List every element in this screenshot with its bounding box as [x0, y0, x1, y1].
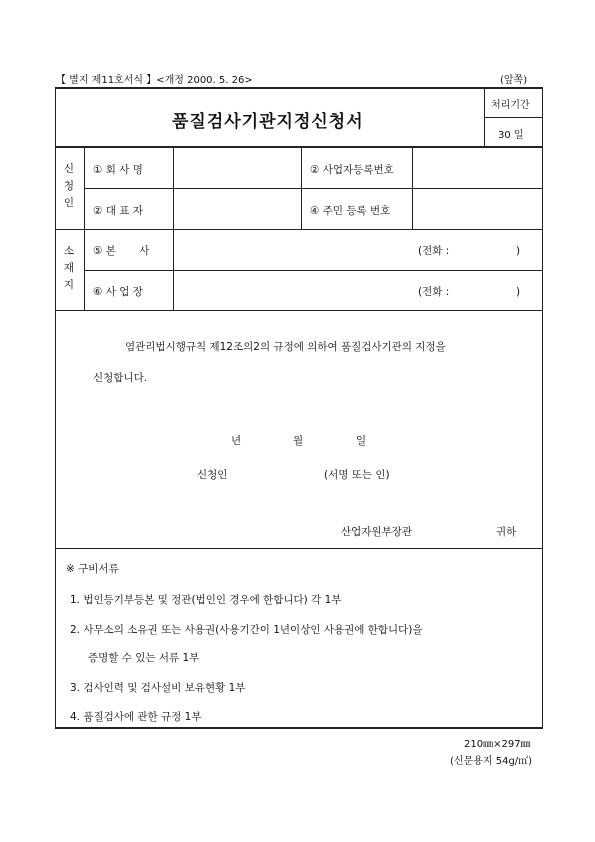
date-year-label: 년 [231, 435, 242, 447]
location-section-label: 소 재 지 [63, 245, 75, 291]
workplace-address-field[interactable] [174, 271, 412, 309]
application-statement-end: 신청합니다. [93, 372, 148, 384]
application-statement: 염관리법시행규칙 제12조의2의 규정에 의하여 품질검사기관의 지정을 [125, 341, 446, 353]
resident-registration-field[interactable] [413, 189, 541, 229]
document-item: 3. 검사인력 및 검사설비 보유현황 1부 [70, 682, 246, 694]
company-name-field[interactable] [174, 148, 300, 188]
workplace-phone: (전화 : ) [418, 286, 521, 298]
company-name-label: ① 회 사 명 [93, 164, 143, 176]
business-registration-field[interactable] [413, 148, 541, 188]
head-office-phone: (전화 : ) [418, 245, 521, 257]
document-item: 4. 품질검사에 관한 규정 1부 [70, 711, 202, 723]
recipient-label: 산업자원부장관 [341, 526, 413, 538]
resident-registration-label: ④ 주민 등록 번호 [310, 205, 391, 217]
date-day-label: 일 [356, 435, 367, 447]
representative-label: ② 대 표 자 [93, 205, 143, 217]
business-registration-label: ② 사업자등록번호 [310, 164, 394, 176]
document-item: 증명할 수 있는 서류 1부 [88, 652, 200, 664]
processing-period-label: 처리기간 [491, 100, 530, 111]
signature-note: (서명 또는 인) [324, 469, 390, 481]
processing-period-value: 30 일 [498, 130, 524, 141]
paper-size: 210㎜×297㎜ [464, 739, 531, 750]
applicant-section-label: 신 청 인 [63, 163, 75, 209]
head-office-address-field[interactable] [174, 231, 412, 269]
required-documents-header: ※ 구비서류 [66, 563, 119, 575]
head-office-label: ⑤ 본 사 [93, 245, 150, 257]
applicant-signature-label: 신청인 [197, 469, 228, 481]
document-item: 1. 법인등기부등본 및 정관(법인인 경우에 한합니다) 각 1부 [70, 594, 342, 606]
form-title: 품질검사기관지정신청서 [172, 112, 364, 132]
workplace-label: ⑥ 사 업 장 [93, 286, 143, 298]
honorific-label: 귀하 [496, 526, 517, 538]
document-item: 2. 사무소의 소유권 또는 사용권(사용기간이 1년이상인 사용권에 한합니다)을 [70, 624, 423, 636]
date-month-label: 월 [293, 435, 304, 447]
paper-type: (신문용지 54g/㎡) [450, 756, 533, 767]
form-number-label: 【 별지 제11호서식 】<개정 2000. 5. 26> [56, 75, 253, 86]
representative-field[interactable] [174, 189, 300, 229]
page-side-label: (앞쪽) [500, 75, 528, 86]
